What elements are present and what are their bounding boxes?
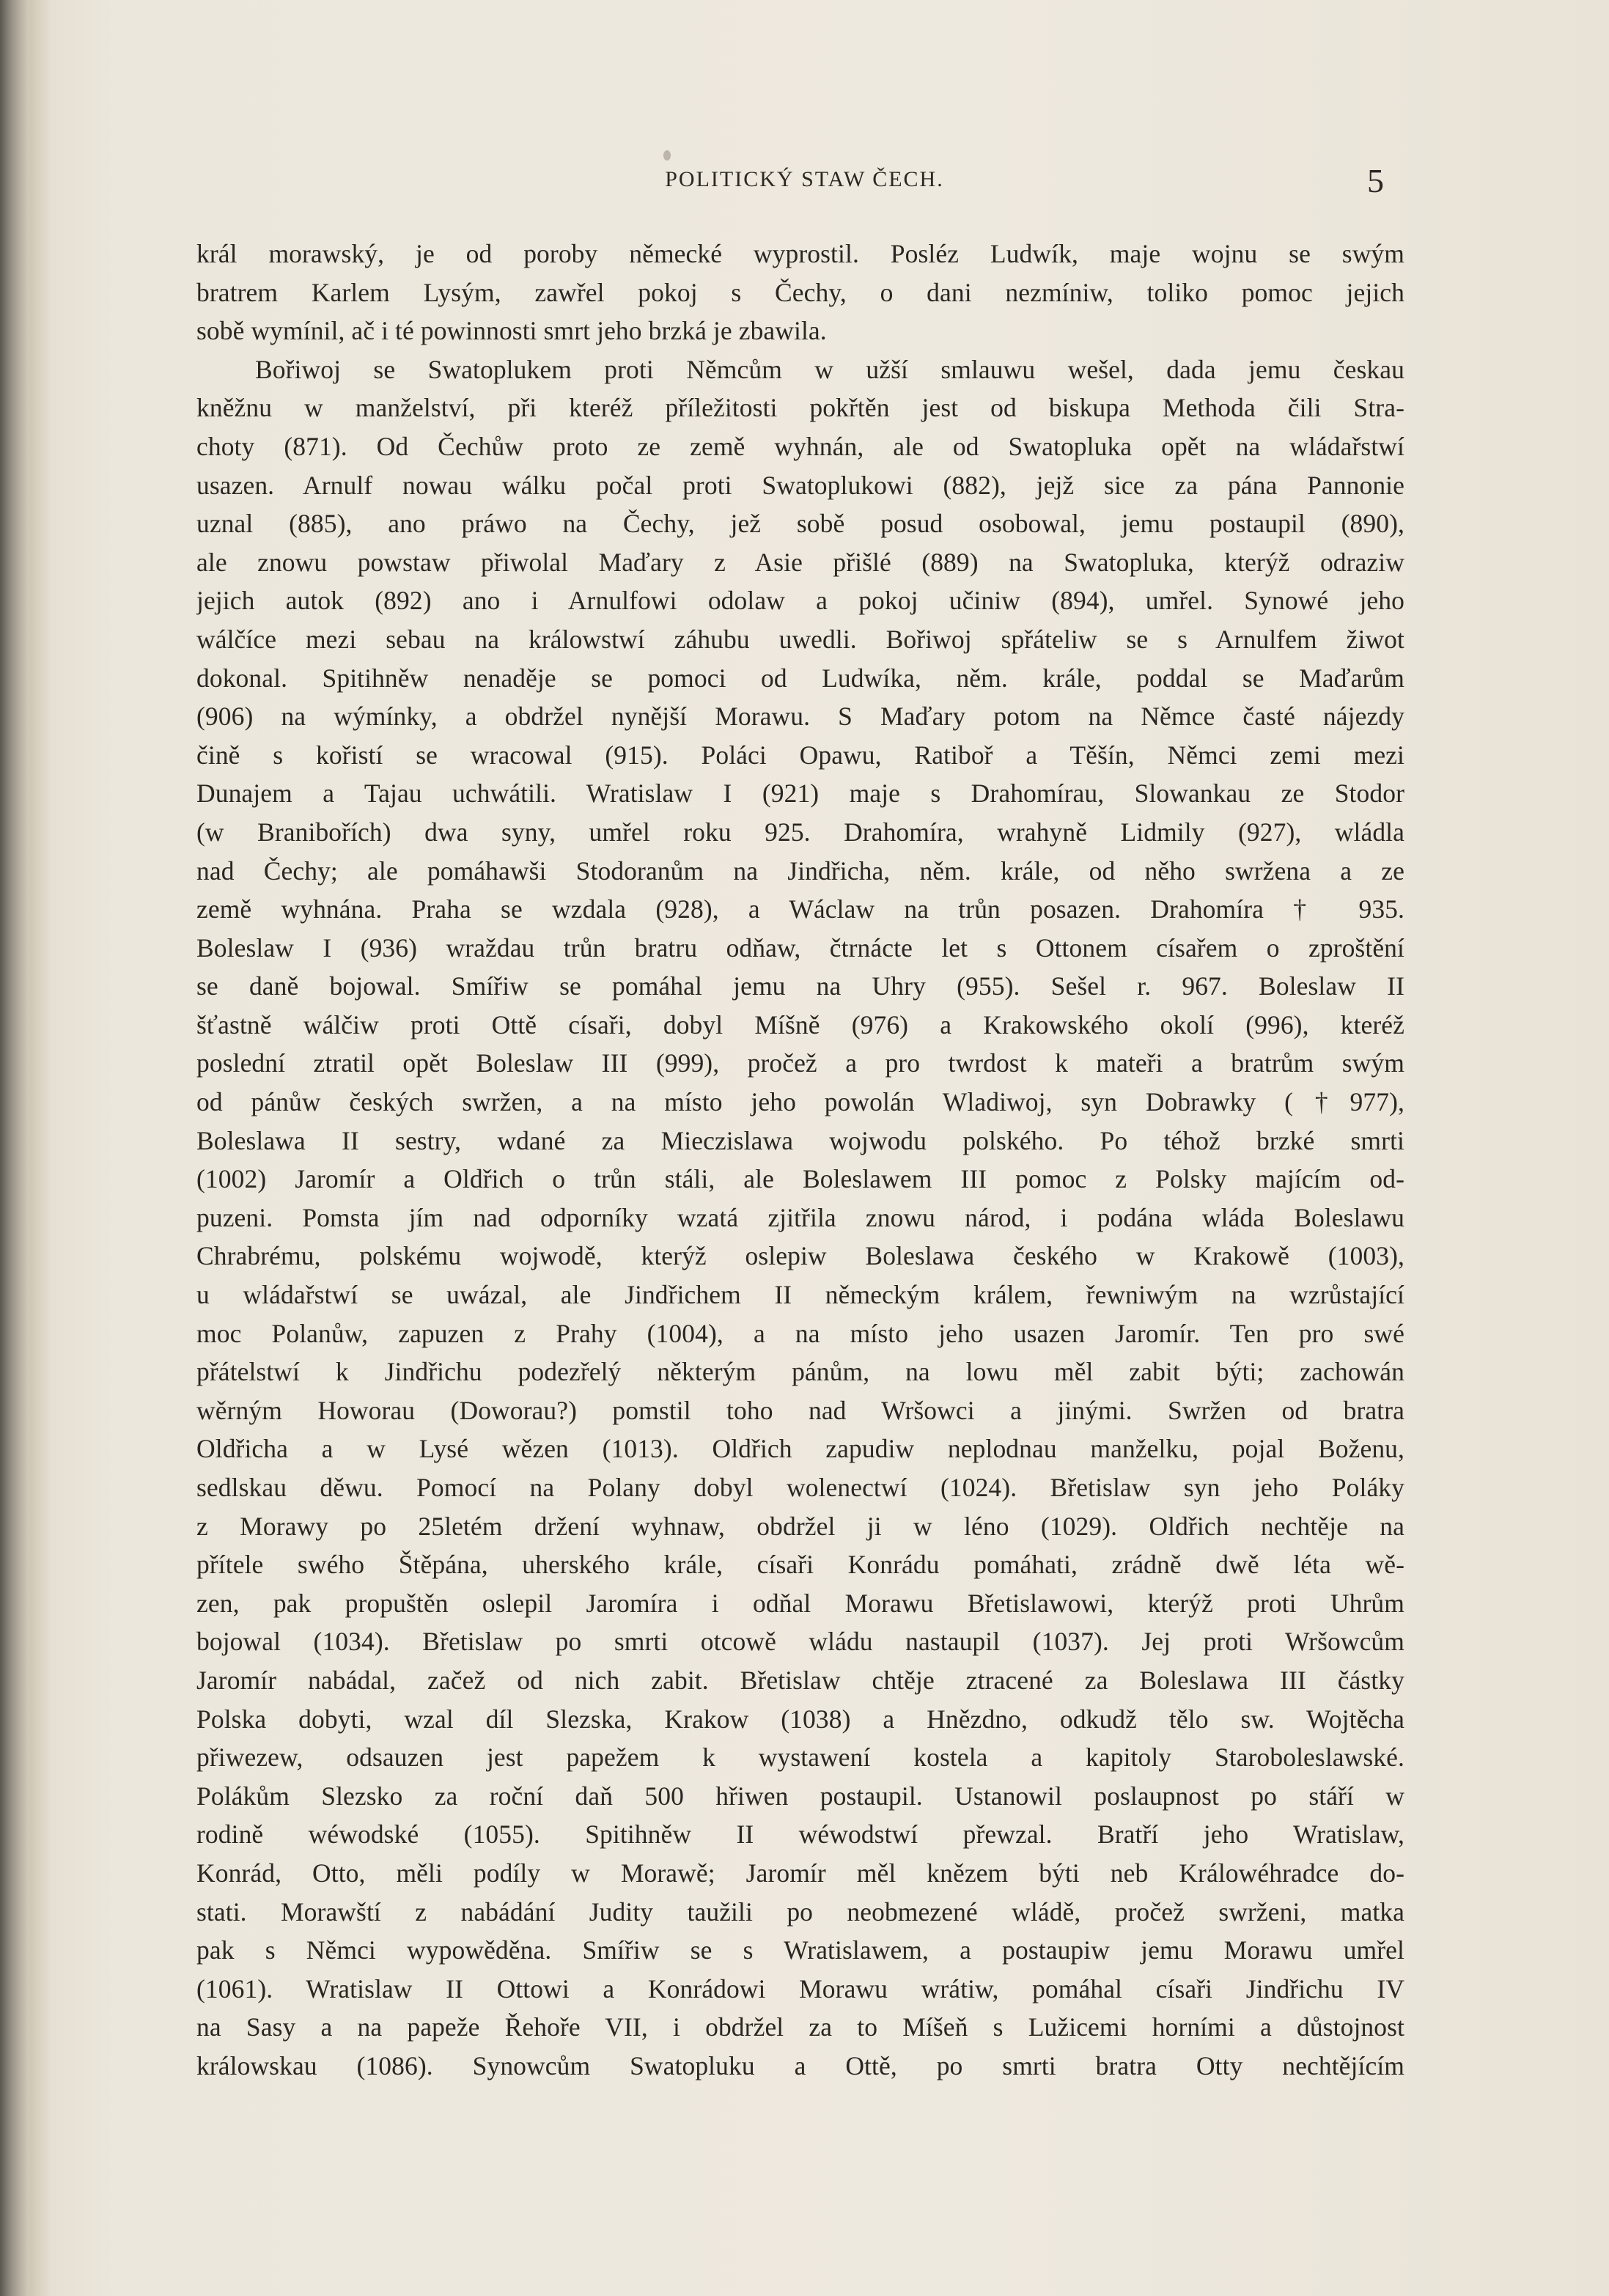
text-line: (1002) Jaromír a Oldřich o trůn stáli, ale Boleslawem III pomoc z Polsky majícím od- — [196, 1164, 1404, 1194]
text-line: se daně bojowal. Smířiw se pomáhal jemu na Uhry (955). Sešel r. 967. Boleslaw II — [196, 971, 1404, 1001]
text-line: Dunajem a Tajau uchwátili. Wratislaw I (921) maje s Drahomírau, Slowankau ze Stodor — [196, 779, 1404, 809]
text-line: moc Polanůw, zapuzen z Prahy (1004), a na místo jeho usazen Jaromír. Ten pro swé — [196, 1318, 1404, 1348]
text-line: jejich autok (892) ano i Arnulfowi odolaw a pokoj učiniw (894), umřel. Synowé jeho — [196, 586, 1404, 616]
text-line: wálčíce mezi sebau na králowstwí záhubu uwedli. Bořiwoj spřáteliw se s Arnulfem žiwot — [196, 624, 1404, 654]
running-title: POLITICKÝ STAW ČECH. — [665, 167, 944, 191]
text-line: přiwezew, odsauzen jest papežem k wystawení kostela a kapitoly Staroboleslawské. — [196, 1743, 1404, 1773]
text-line: rodině wéwodské (1055). Spitihněw II wéwodstwí přewzal. Bratří jeho Wratislaw, — [196, 1819, 1404, 1850]
text-line: králowskau (1086). Synowcům Swatopluku a Ottě, po smrti bratra Otty nechtějícím — [196, 2050, 1404, 2080]
text-line: Bořiwoj se Swatoplukem proti Němcům w užší smlauwu wešel, dada jemu českau — [255, 354, 1404, 384]
text-line: sobě wymínil, ač i té powinnosti smrt jeho brzká je zbawila. — [196, 316, 827, 346]
page-number: 5 — [1367, 162, 1384, 199]
paper-speck — [663, 150, 671, 161]
text-line: na Sasy a na papeže Řehoře VII, i obdržel za to Míšeň s Lužicemi horními a důstojnost — [196, 2012, 1404, 2042]
text-line: bojowal (1034). Břetislaw po smrti otcowě wládu nastaupil (1037). Jej proti Wršowcům — [196, 1627, 1404, 1657]
body-text — [196, 235, 1404, 2124]
text-line: ale znowu powstaw přiwolal Maďary z Asie přišlé (889) na Swatopluka, kterýž odraziw — [196, 547, 1404, 577]
text-line: (w Branibořích) dwa syny, umřel roku 925. Drahomíra, wrahyně Lidmily (927), wládla — [196, 817, 1404, 847]
text-line: sedlskau děwu. Pomocí na Polany dobyl wolenectwí (1024). Břetislaw syn jeho Poláky — [196, 1473, 1404, 1502]
text-line: u wládařstwí se uwázal, ale Jindřichem II německým králem, řewniwým na wzrůstající — [196, 1280, 1404, 1310]
text-line: král morawský, je od poroby německé wyprostil. Posléz Ludwík, maje wojnu se swým — [196, 239, 1404, 268]
text-line — [196, 2086, 1404, 2124]
text-line: Chrabrému, polskému wojwodě, kterýž oslepiw Boleslawa českého w Krakowě (1003), — [196, 1241, 1404, 1271]
text-line: wěrným Howorau (Doworau?) pomstil toho nad Wršowci a jinými. Swržen od bratra — [196, 1395, 1404, 1425]
text-line: Boleslawa II sestry, wdané za Mieczislawa wojwodu polského. Po téhož brzké smrti — [196, 1125, 1404, 1155]
text-line: Konrád, Otto, měli podíly w Morawě; Jaromír měl knězem býti neb Králowéhradce do- — [196, 1858, 1404, 1888]
text-line: přátelstwí k Jindřichu podezřelý některým pánům, na lowu měl zabit býti; zachowán — [196, 1357, 1404, 1387]
text-line: od pánůw českých swržen, a na místo jeho powolán Wladiwoj, syn Dobrawky (†977), — [196, 1087, 1404, 1117]
text-line: šťastně wálčiw proti Ottě císaři, dobyl Míšně (976) a Krakowského okolí (996), kteréž — [196, 1009, 1404, 1040]
text-line: usazen. Arnulf nowau wálku počal proti Swatoplukowi (882), jejž sice za pána Pannonie — [196, 470, 1404, 500]
text-line: Jaromír nabádal, začež od nich zabit. Břetislaw chtěje ztracené za Boleslawa III částky — [196, 1665, 1404, 1695]
text-line: zen, pak propuštěn oslepil Jaromíra i odňal Morawu Břetislawowi, kterýž proti Uhrům — [196, 1588, 1404, 1618]
text-line: Boleslaw I (936) wraždau trůn bratru odňaw, čtrnácte let s Ottonem císařem o zproštění — [196, 932, 1404, 963]
text-line: Oldřicha a w Lysé wězen (1013). Oldřich zapudiw neplodnau manželku, pojal Boženu, — [196, 1434, 1404, 1464]
text-line: nad Čechy; ale pomáhawši Stodoranům na Jindřicha, něm. krále, od něho swržena a ze — [196, 856, 1404, 886]
text-line: stati. Morawští z nabádání Judity taužili po neobmezené wládě, pročež swrženi, matka — [196, 1896, 1404, 1927]
text-line: dokonal. Spitihněw nenaděje se pomoci od Ludwíka, něm. krále, poddal se Maďarům — [196, 663, 1404, 693]
text-line: choty (871). Od Čechůw proto ze země wyhnán, ale od Swatopluka opět na wládařstwí — [196, 431, 1404, 461]
text-line: (906) na wýmínky, a obdržel nynější Morawu. S Maďary potom na Němce časté nájezdy — [196, 702, 1404, 732]
page-header — [0, 162, 1609, 211]
text-line: Polákům Slezsko za roční daň 500 hřiwen postaupil. Ustanowil poslaupnost po stáří w — [196, 1781, 1404, 1811]
text-line: přítele swého Štěpána, uherského krále, císaři Konrádu pomáhati, zrádně dwě léta wě- — [196, 1550, 1404, 1580]
text-line: Polska dobyti, wzal díl Slezska, Krakow (1038) a Hnězdno, odkudž tělo sw. Wojtěcha — [196, 1704, 1404, 1734]
text-line: poslední ztratil opět Boleslaw III (999), pročež a pro twrdost k mateři a bratrům swým — [196, 1048, 1404, 1078]
text-line: čině s kořistí se wracowal (915). Poláci Opawu, Ratiboř a Těšín, Němci zemi mezi — [196, 740, 1404, 770]
text-line: puzeni. Pomsta jím nad odporníky wzatá zjitřila znowu národ, i podána wláda Boleslawu — [196, 1202, 1404, 1232]
text-line: kněžnu w manželství, při kteréž příležitosti pokřtěn jest od biskupa Methoda čili Stra- — [196, 393, 1404, 423]
text-line: pak s Němci wypowěděna. Smířiw se s Wratislawem, a postaupiw jemu Morawu umřel — [196, 1935, 1404, 1965]
text-line: bratrem Karlem Lysým, zawřel pokoj s Čechy, o dani nezmíniw, toliko pomoc jejich — [196, 277, 1404, 307]
text-line: uznal (885), ano práwo na Čechy, jež sobě posud osobowal, jemu postaupil (890), — [196, 509, 1404, 539]
text-line: z Morawy po 25letém držení wyhnaw, obdržel ji w léno (1029). Oldřich nechtěje na — [196, 1511, 1404, 1541]
text-line: země wyhnána. Praha se wzdala (928), a Wáclaw na trůn posazen. Drahomíra † 935. — [196, 894, 1404, 924]
book-binding-shadow — [0, 0, 29, 2296]
text-line: (1061). Wratislaw II Ottowi a Konrádowi Morawu wrátiw, pomáhal císaři Jindřichu IV — [196, 1973, 1404, 2004]
